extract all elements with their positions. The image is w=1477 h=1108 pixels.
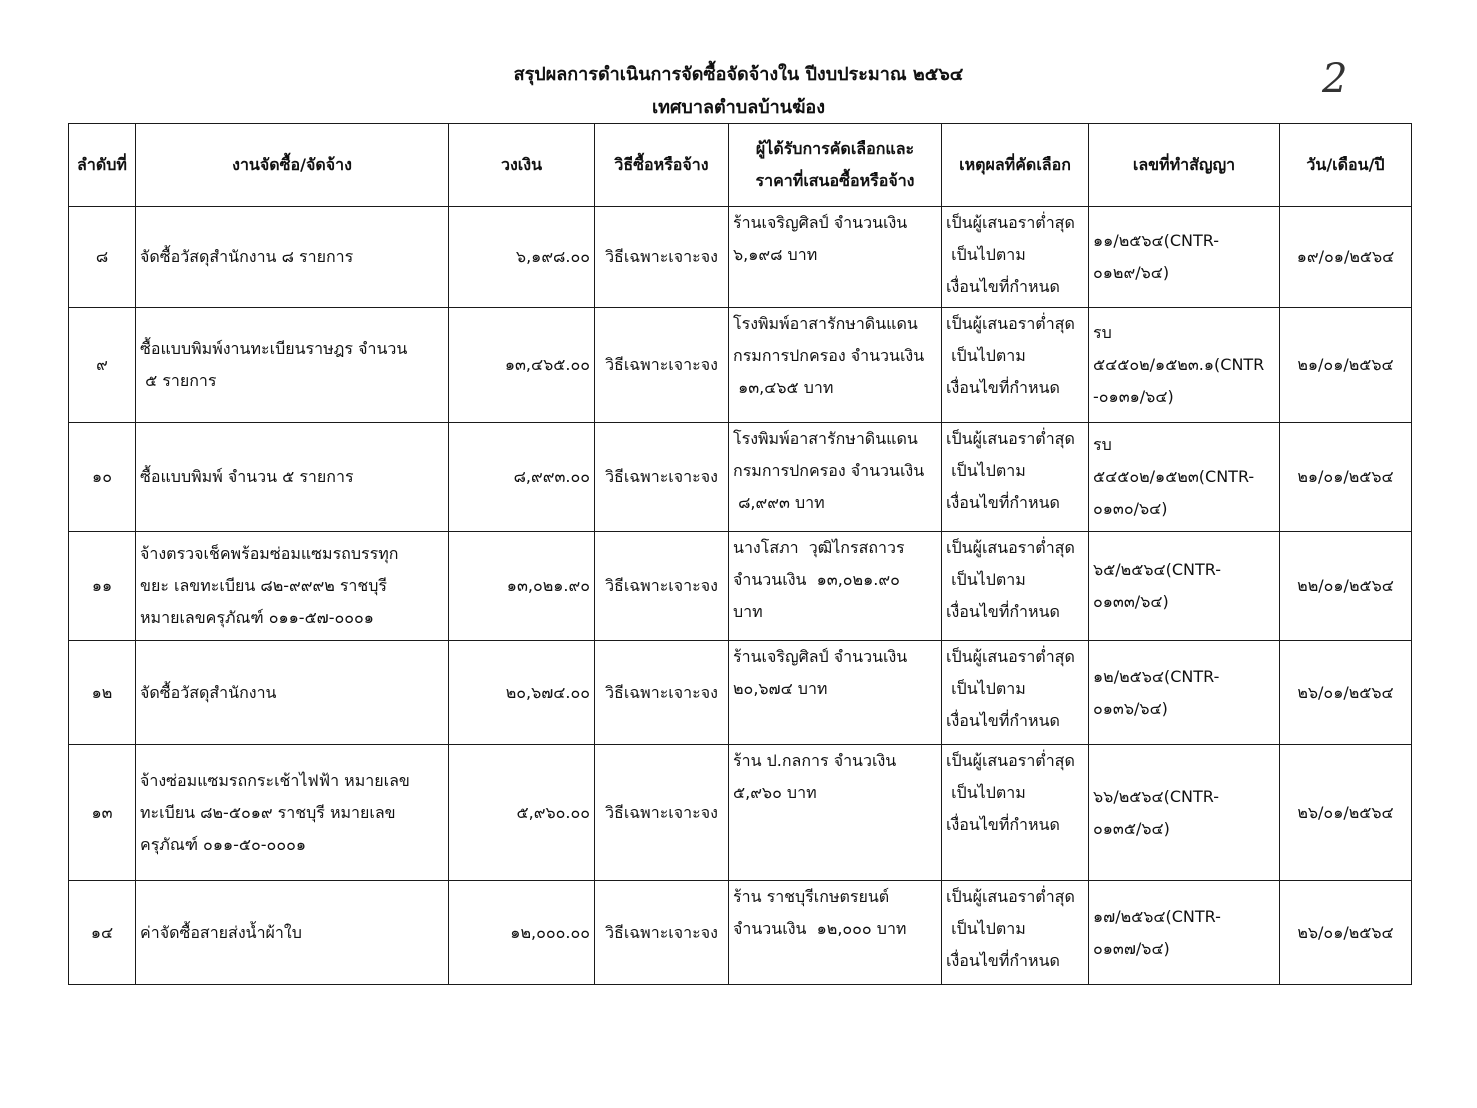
cell-no: ๑๔ — [69, 881, 136, 985]
cell-work-line: จัดซื้อวัสดุสำนักงาน ๘ รายการ — [140, 247, 354, 266]
table-row — [69, 881, 1412, 985]
cell-winner-line: ร้าน ราชบุรีเกษตรยนต์ — [733, 887, 890, 906]
cell-reason — [942, 641, 1089, 745]
table-row — [69, 423, 1412, 532]
cell-date: ๑๙/๐๑/๒๕๖๔ — [1280, 207, 1412, 308]
cell-winner — [729, 532, 942, 641]
cell-winner-line: ร้านเจริญศิลป์ จำนวนเงิน — [733, 647, 908, 666]
cell-reason-line: เงื่อนไขที่กำหนด — [946, 815, 1060, 834]
cell-method: วิธีเฉพาะเจาะจง — [595, 207, 729, 308]
cell-no: ๑๓ — [69, 745, 136, 881]
col-header-date: วัน/เดือน/ปี — [1280, 124, 1412, 207]
cell-contract-line: รบ — [1093, 323, 1112, 342]
cell-work — [136, 881, 449, 985]
cell-winner — [729, 641, 942, 745]
cell-winner — [729, 881, 942, 985]
cell-winner-line: จำนวนเงิน ๑๓,๐๒๑.๙๐ — [733, 570, 900, 589]
cell-date: ๒๖/๐๑/๒๕๖๔ — [1280, 641, 1412, 745]
cell-no: ๘ — [69, 207, 136, 308]
cell-reason-line: เงื่อนไขที่กำหนด — [946, 277, 1060, 296]
cell-work-line: จัดซื้อวัสดุสำนักงาน — [140, 682, 277, 702]
cell-no: ๙ — [69, 308, 136, 423]
cell-work — [136, 207, 449, 308]
cell-contract-line: -๐๑๓๑/๖๔) — [1093, 387, 1174, 406]
cell-date: ๒๑/๐๑/๒๕๖๔ — [1280, 423, 1412, 532]
cell-contract-line: ๕๔๕๐๒/๑๕๒๓(CNTR- — [1093, 467, 1255, 486]
cell-winner-line: ร้านเจริญศิลป์ จำนวนเงิน — [733, 213, 908, 232]
cell-work — [136, 745, 449, 881]
cell-date: ๒๖/๐๑/๒๕๖๔ — [1280, 881, 1412, 985]
cell-reason-line: เงื่อนไขที่กำหนด — [946, 711, 1060, 730]
cell-contract-line: ๑๗/๒๕๖๔(CNTR- — [1093, 906, 1221, 926]
cell-method: วิธีเฉพาะเจาะจง — [595, 423, 729, 532]
cell-winner — [729, 745, 942, 881]
cell-work-line: ๕ รายการ — [140, 371, 217, 390]
cell-winner-line: ๘,๙๙๓ บาท — [733, 493, 825, 512]
cell-date: ๒๖/๐๑/๒๕๖๔ — [1280, 745, 1412, 881]
table-row — [69, 308, 1412, 423]
cell-work-line: ขยะ เลขทะเบียน ๘๒-๙๙๙๒ ราชบุรี — [140, 576, 388, 595]
cell-method: วิธีเฉพาะเจาะจง — [595, 881, 729, 985]
cell-contract — [1089, 207, 1280, 308]
cell-reason-line: เงื่อนไขที่กำหนด — [946, 951, 1060, 970]
page-number: 2 — [1322, 56, 1348, 102]
cell-reason-line: เป็นผู้เสนอราต่ำสุด — [946, 647, 1075, 666]
cell-reason-line: เป็นไปตาม — [946, 679, 1026, 698]
cell-budget: ๑๓,๐๒๑.๙๐ — [449, 532, 595, 641]
cell-work-line: ครุภัณฑ์ ๐๑๑-๕๐-๐๐๐๑ — [140, 834, 307, 854]
cell-budget: ๑๒,๐๐๐.๐๐ — [449, 881, 595, 985]
col-header-winner-line1: ผู้ได้รับการคัดเลือกและ — [755, 139, 915, 158]
cell-contract-line: ๖๕/๒๕๖๔(CNTR- — [1093, 560, 1221, 579]
document-title: สรุปผลการดำเนินการจัดซื้อจัดจ้างใน ปีงบประมาณ ๒๕๖๔ — [513, 64, 964, 85]
cell-reason-line: เป็นไปตาม — [946, 245, 1026, 264]
cell-reason — [942, 423, 1089, 532]
col-header-budget: วงเงิน — [449, 124, 595, 207]
header-row — [69, 124, 1412, 207]
cell-work — [136, 532, 449, 641]
cell-contract-line: ๐๑๓๗/๖๔) — [1093, 938, 1170, 958]
cell-budget: ๒๐,๖๗๔.๐๐ — [449, 641, 595, 745]
cell-reason — [942, 881, 1089, 985]
table-row — [69, 207, 1412, 308]
cell-work-line: ซื้อแบบพิมพ์ จำนวน ๕ รายการ — [140, 467, 354, 486]
cell-contract — [1089, 308, 1280, 423]
cell-reason-line: เงื่อนไขที่กำหนด — [946, 602, 1060, 621]
cell-reason — [942, 308, 1089, 423]
col-header-reason: เหตุผลที่คัดเลือก — [942, 124, 1089, 207]
cell-budget: ๘,๙๙๓.๐๐ — [449, 423, 595, 532]
cell-reason-line: เป็นไปตาม — [946, 461, 1026, 480]
cell-work — [136, 641, 449, 745]
cell-method: วิธีเฉพาะเจาะจง — [595, 532, 729, 641]
cell-contract — [1089, 745, 1280, 881]
col-header-method: วิธีซื้อหรือจ้าง — [595, 124, 729, 207]
cell-contract-line: ๐๑๓๕/๖๔) — [1093, 818, 1170, 838]
cell-contract-line: ๐๑๓๖/๖๔) — [1093, 698, 1168, 718]
cell-work-line: ซื้อแบบพิมพ์งานทะเบียนราษฎร จำนวน — [140, 339, 408, 358]
cell-winner-line: กรมการปกครอง จำนวนเงิน — [733, 461, 925, 480]
cell-reason-line: เป็นผู้เสนอราต่ำสุด — [946, 887, 1075, 906]
cell-winner-line: โรงพิมพ์อาสารักษาดินแดน — [733, 314, 918, 333]
cell-reason — [942, 745, 1089, 881]
cell-reason-line: เป็นไปตาม — [946, 570, 1026, 589]
cell-contract-line: ๑๑/๒๕๖๔(CNTR- — [1093, 231, 1220, 250]
col-header-winner — [729, 124, 942, 207]
cell-contract — [1089, 423, 1280, 532]
table-row — [69, 641, 1412, 745]
cell-work-line: ค่าจัดซื้อสายส่งน้ำผ้าใบ — [140, 922, 302, 942]
cell-winner-line: นางโสภา วุฒิไกรสถาวร — [733, 538, 905, 557]
cell-contract-line: ๐๑๒๙/๖๔) — [1093, 263, 1170, 282]
cell-winner-line: ๖,๑๙๘ บาท — [733, 245, 818, 264]
cell-reason — [942, 532, 1089, 641]
cell-reason-line: เงื่อนไขที่กำหนด — [946, 493, 1060, 512]
cell-reason-line: เป็นผู้เสนอราต่ำสุด — [946, 751, 1075, 770]
cell-budget: ๑๓,๔๖๕.๐๐ — [449, 308, 595, 423]
cell-work-line: จ้างตรวจเช็คพร้อมซ่อมแซมรถบรรทุก — [140, 544, 399, 563]
cell-winner-line: โรงพิมพ์อาสารักษาดินแดน — [733, 429, 918, 448]
col-header-contract: เลขที่ทำสัญญา — [1089, 124, 1280, 207]
cell-contract-line: ๖๖/๒๕๖๔(CNTR- — [1093, 786, 1220, 806]
cell-winner — [729, 423, 942, 532]
cell-work-line: จ้างซ่อมแซมรถกระเช้าไฟฟ้า หมายเลข — [140, 770, 410, 790]
col-header-no: ลำดับที่ — [69, 124, 136, 207]
cell-contract-line: ๑๒/๒๕๖๔(CNTR- — [1093, 666, 1220, 686]
cell-winner-line: ๑๓,๔๖๕ บาท — [733, 378, 834, 397]
cell-reason-line: เป็นผู้เสนอราต่ำสุด — [946, 538, 1075, 557]
cell-reason-line: เงื่อนไขที่กำหนด — [946, 378, 1060, 397]
col-header-winner-line2: ราคาที่เสนอซื้อหรือจ้าง — [755, 171, 915, 190]
cell-budget: ๕,๙๖๐.๐๐ — [449, 745, 595, 881]
cell-no: ๑๐ — [69, 423, 136, 532]
cell-method: วิธีเฉพาะเจาะจง — [595, 745, 729, 881]
cell-contract — [1089, 641, 1280, 745]
cell-method: วิธีเฉพาะเจาะจง — [595, 641, 729, 745]
cell-no: ๑๑ — [69, 532, 136, 641]
cell-work — [136, 308, 449, 423]
cell-budget: ๖,๑๙๘.๐๐ — [449, 207, 595, 308]
col-header-work: งานจัดซื้อ/จัดจ้าง — [136, 124, 449, 207]
document-subtitle: เทศบาลตำบลบ้านฆ้อง — [651, 97, 826, 118]
cell-winner-line: ๕,๙๖๐ บาท — [733, 783, 817, 802]
cell-contract-line: ๐๑๓๓/๖๔) — [1093, 592, 1169, 611]
cell-contract-line: ๕๔๕๐๒/๑๕๒๓.๑(CNTR — [1093, 355, 1265, 374]
cell-date: ๒๑/๐๑/๒๕๖๔ — [1280, 308, 1412, 423]
cell-reason-line: เป็นไปตาม — [946, 783, 1026, 802]
cell-contract — [1089, 532, 1280, 641]
cell-winner-line: บาท — [733, 602, 763, 621]
cell-winner — [729, 207, 942, 308]
cell-reason-line: เป็นผู้เสนอราต่ำสุด — [946, 314, 1075, 333]
cell-reason — [942, 207, 1089, 308]
cell-work-line: หมายเลขครุภัณฑ์ ๐๑๑-๕๗-๐๐๐๑ — [140, 608, 374, 627]
cell-contract — [1089, 881, 1280, 985]
cell-no: ๑๒ — [69, 641, 136, 745]
cell-contract-line: รบ — [1093, 435, 1112, 454]
cell-work-line: ทะเบียน ๘๒-๕๐๑๙ ราชบุรี หมายเลข — [140, 802, 396, 822]
cell-reason-line: เป็นไปตาม — [946, 346, 1026, 365]
cell-method: วิธีเฉพาะเจาะจง — [595, 308, 729, 423]
procurement-table — [68, 123, 1412, 985]
cell-work — [136, 423, 449, 532]
cell-winner — [729, 308, 942, 423]
cell-reason-line: เป็นผู้เสนอราต่ำสุด — [946, 213, 1075, 232]
table-body — [69, 207, 1412, 985]
cell-contract-line: ๐๑๓๐/๖๔) — [1093, 499, 1168, 518]
table-row — [69, 532, 1412, 641]
cell-winner-line: ร้าน ป.กลการ จำนวเงิน — [733, 751, 897, 770]
cell-reason-line: เป็นผู้เสนอราต่ำสุด — [946, 429, 1075, 448]
table-row — [69, 745, 1412, 881]
cell-winner-line: จำนวนเงิน ๑๒,๐๐๐ บาท — [733, 919, 907, 938]
cell-winner-line: ๒๐,๖๗๔ บาท — [733, 679, 828, 698]
cell-winner-line: กรมการปกครอง จำนวนเงิน — [733, 346, 925, 365]
cell-date: ๒๒/๐๑/๒๕๖๔ — [1280, 532, 1412, 641]
cell-reason-line: เป็นไปตาม — [946, 919, 1026, 938]
